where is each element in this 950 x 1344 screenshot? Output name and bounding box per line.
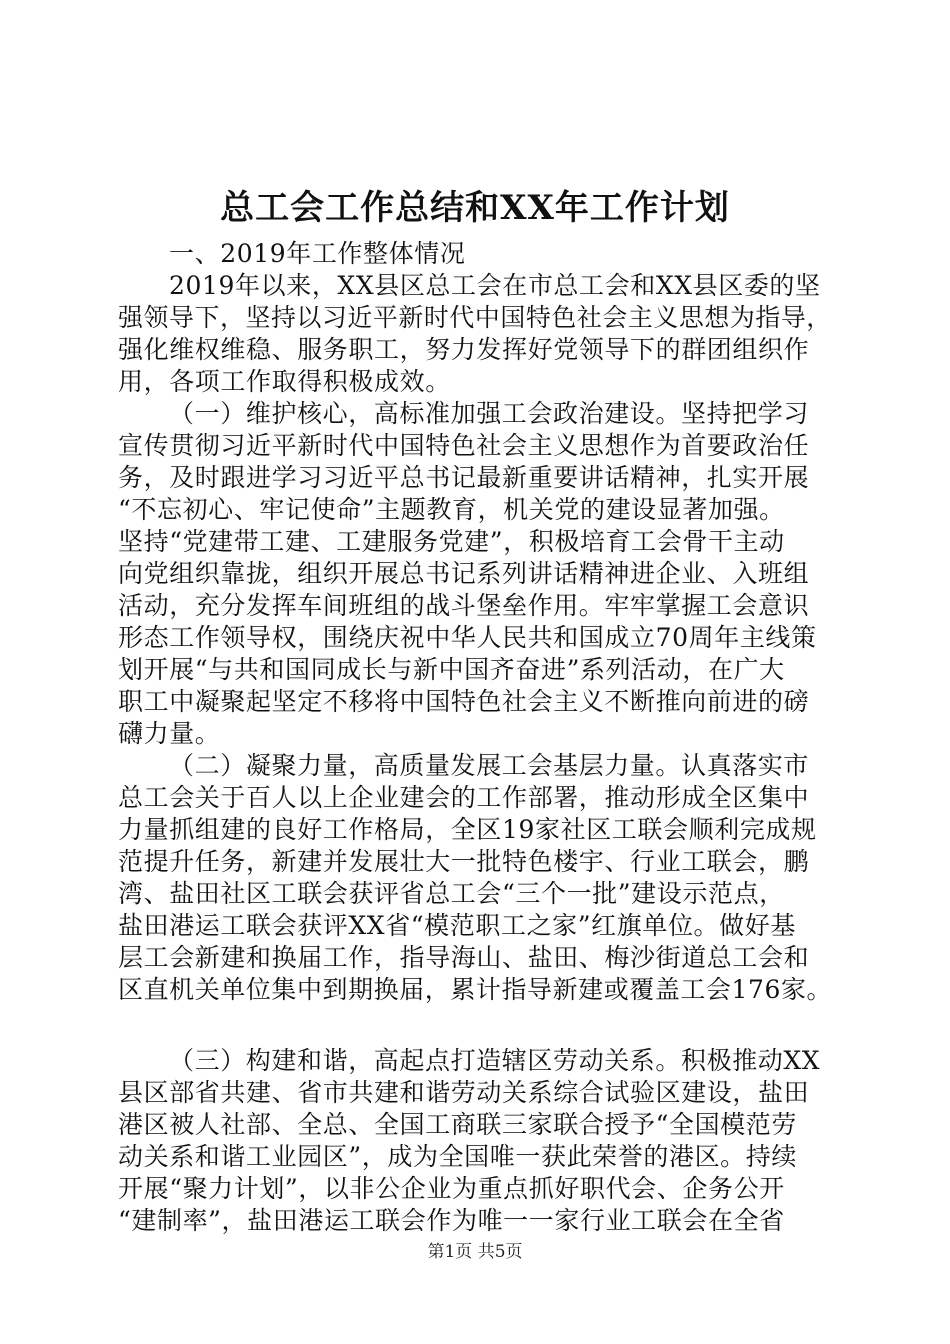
paragraph-line: （三）构建和谐，高起点打造辖区劳动关系。积极推动XX [169,1046,821,1075]
paragraph-line: 礴力量。 [118,719,221,748]
paragraph-line: （二）凝聚力量，高质量发展工会基层力量。认真落实市 [169,751,810,780]
paragraph-line: 县区部省共建、省市共建和谐劳动关系综合试验区建设，盐田 [118,1078,810,1107]
paragraph-line: 划开展“与共和国同成长与新中国齐奋进”系列活动，在广大 [118,655,785,684]
paragraph-line: 2019年以来，XX县区总工会在市总工会和XX县区委的坚 [169,271,821,300]
paragraph-line: 活动，充分发挥车间班组的战斗堡垒作用。牢牢掌握工会意识 [118,591,810,620]
paragraph-line: 开展“聚力计划”，以非公企业为重点抓好职代会、企务公开 [118,1174,785,1203]
paragraph-line: 强领导下，坚持以习近平新时代中国特色社会主义思想为指导， [118,303,832,332]
paragraph-line: 宣传贯彻习近平新时代中国特色社会主义思想作为首要政治任 [118,431,810,460]
paragraph-line: 盐田港运工联会获评XX省“模范职工之家”红旗单位。做好基 [118,911,796,940]
paragraph-line: （一）维护核心，高标准加强工会政治建设。坚持把学习 [169,399,810,428]
paragraph-line: 务，及时跟进学习习近平总书记最新重要讲话精神，扎实开展 [118,463,810,492]
paragraph-line: 总工会关于百人以上企业建会的工作部署，推动形成全区集中 [118,783,810,812]
paragraph-line: 层工会新建和换届工作，指导海山、盐田、梅沙街道总工会和 [118,943,810,972]
paragraph-line: 向党组织靠拢，组织开展总书记系列讲话精神进企业、入班组 [118,559,810,588]
paragraph-line: 职工中凝聚起坚定不移将中国特色社会主义不断推向前进的磅 [118,687,810,716]
paragraph-line: 力量抓组建的良好工作格局，全区19家社区工联会顺利完成规 [118,815,817,844]
paragraph-line: 港区被人社部、全总、全国工商联三家联合授予“全国模范劳 [118,1110,797,1139]
document-title: 总工会工作总结和XX年工作计划 [220,188,730,228]
paragraph-line: 湾、盐田社区工联会获评省总工会“三个一批”建设示范点， [118,879,785,908]
paragraph-line: 强化维权维稳、服务职工，努力发挥好党领导下的群团组织作 [118,335,810,364]
paragraph-line: 动关系和谐工业园区”，成为全国唯一获此荣誉的港区。持续 [118,1142,797,1171]
page-number-footer: 第1页 共5页 [427,1242,523,1262]
paragraph-line: 区直机关单位集中到期换届，累计指导新建或覆盖工会176家。 [118,975,833,1004]
paragraph-line: 范提升任务，新建并发展壮大一批特色楼宇、行业工联会，鹏 [118,847,810,876]
section-heading: 一、2019年工作整体情况 [169,239,466,268]
paragraph-line: 形态工作领导权，围绕庆祝中华人民共和国成立70周年主线策 [118,623,817,652]
paragraph-line: 用，各项工作取得积极成效。 [118,367,451,396]
paragraph-line: “建制率”，盐田港运工联会作为唯一一家行业工联会在全省 [118,1206,785,1235]
paragraph-line: “不忘初心、牢记使命”主题教育，机关党的建设显著加强。 [118,495,785,524]
paragraph-line: 坚持“党建带工建、工建服务党建”，积极培育工会骨干主动 [118,527,785,556]
